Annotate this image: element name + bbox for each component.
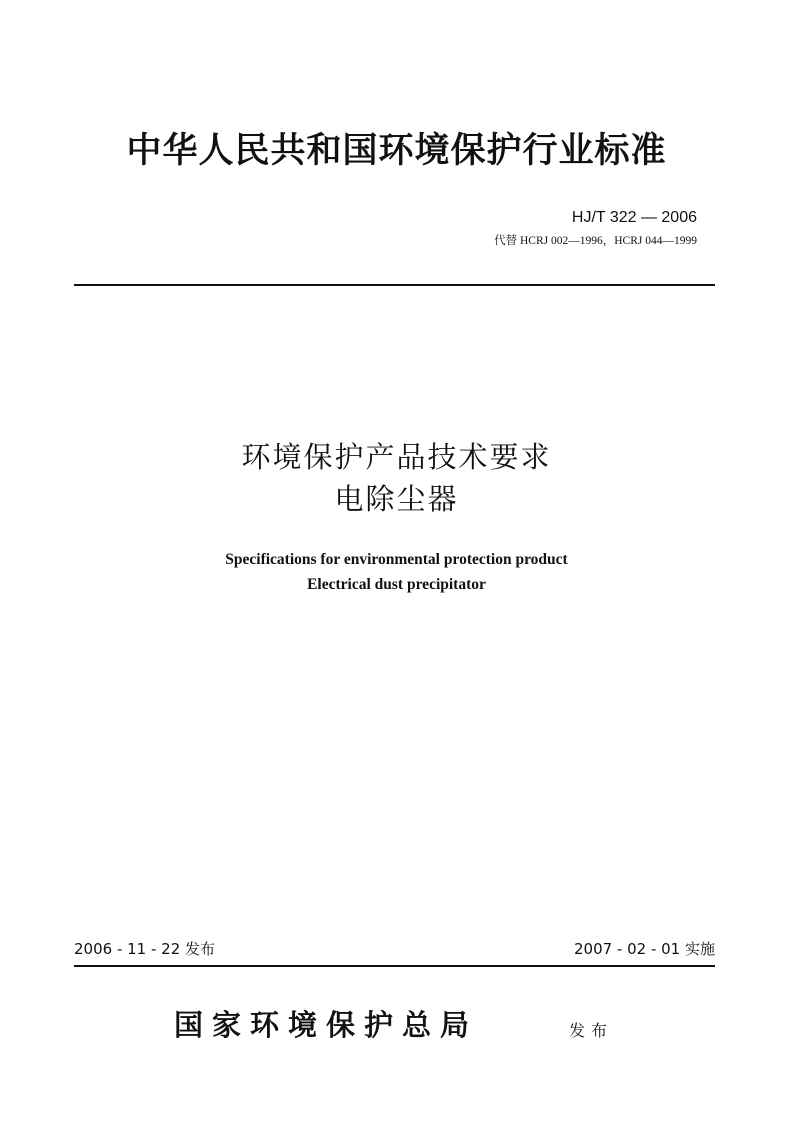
english-title-line-2: Electrical dust precipitator <box>307 576 486 593</box>
issuing-authority: 国家环境保护总局 <box>174 1008 479 1042</box>
issue-label: 发布 <box>569 1021 614 1040</box>
standard-category-title: 中华人民共和国环境保护行业标准 <box>126 130 667 171</box>
implementation-date: 2007 - 02 - 01 实施 <box>573 940 715 958</box>
bottom-divider <box>74 965 715 967</box>
chinese-title-line-1: 环境保护产品技术要求 <box>241 440 552 474</box>
standard-number: HJ/T 322 — 2006 <box>571 209 697 226</box>
replaces-note: 代替 HCRJ 002—1996，HCRJ 044—1999 <box>494 235 697 247</box>
top-divider <box>74 284 715 286</box>
chinese-title-line-2: 电除尘器 <box>334 482 459 516</box>
issue-date: 2006 - 11 - 22 发布 <box>74 940 216 958</box>
english-title-line-1: Specifications for environmental protection product <box>225 551 568 568</box>
